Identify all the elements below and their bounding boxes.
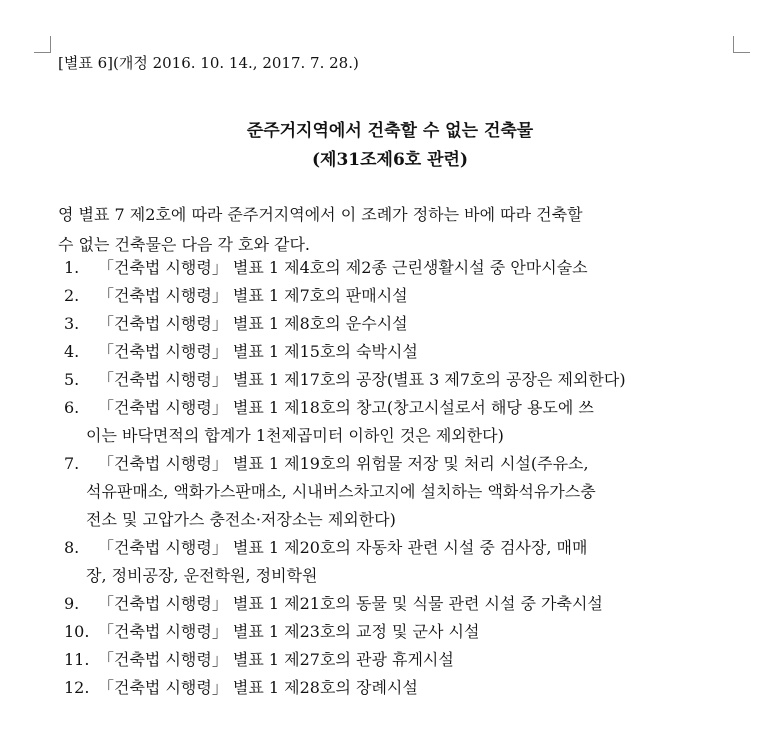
intro-line: 영 별표 7 제2호에 따라 준주거지역에서 이 조례가 정하는 바에 따라 건축할 [58, 205, 583, 224]
list-item [64, 590, 734, 618]
list-item-first-line [64, 450, 734, 478]
list-item-first-line [64, 674, 734, 702]
list-item-number: 3. [64, 314, 80, 333]
list-item [64, 450, 734, 534]
list-item-number: 10. [64, 622, 90, 641]
list-item-first-line [64, 590, 734, 618]
intro-paragraph [58, 200, 730, 260]
list-item-text: 「건축법 시행령」 별표 1 제18호의 창고(창고시설로서 해당 용도에 쓰 [98, 398, 594, 417]
page-corner-mark-right [733, 36, 750, 53]
list-item-first-line [64, 366, 734, 394]
list-item-text: 「건축법 시행령」 별표 1 제27호의 관광 휴게시설 [98, 650, 454, 669]
list-item [64, 618, 734, 646]
list-item-number: 5. [64, 370, 80, 389]
intro-line: 수 없는 건축물은 다음 각 호와 같다. [58, 235, 310, 254]
list-item [64, 646, 734, 674]
list-item [64, 674, 734, 702]
list-item-first-line [64, 618, 734, 646]
list-item [64, 366, 734, 394]
list-item-number: 1. [64, 258, 80, 277]
list-item [64, 310, 734, 338]
list-item-continuation: 장, 정비공장, 운전학원, 정비학원 [86, 566, 318, 585]
page-corner-mark-left [34, 36, 51, 53]
amendment-note: [별표 6](개정 2016. 10. 14., 2017. 7. 28.) [58, 54, 359, 72]
list-item-text: 「건축법 시행령」 별표 1 제23호의 교정 및 군사 시설 [98, 622, 480, 641]
list-item-first-line [64, 282, 734, 310]
list-item-continuation: 이는 바닥면적의 합계가 1천제곱미터 이하인 것은 제외한다) [86, 426, 504, 445]
list-item-text: 「건축법 시행령」 별표 1 제17호의 공장(별표 3 제7호의 공장은 제외한다) [98, 370, 626, 389]
list-item-first-line [64, 646, 734, 674]
list-item-first-line [64, 310, 734, 338]
list-item-first-line [64, 338, 734, 366]
list-item-text: 「건축법 시행령」 별표 1 제8호의 운수시설 [98, 314, 408, 333]
document-subtitle: (제31조제6호 관련) [311, 150, 469, 170]
list-item-first-line [64, 394, 734, 422]
list-item-number: 11. [64, 650, 90, 669]
list-item [64, 394, 734, 450]
list-item-text: 「건축법 시행령」 별표 1 제21호의 동물 및 식물 관련 시설 중 가축시설 [98, 594, 603, 613]
list-item [64, 254, 734, 282]
list-item-text: 「건축법 시행령」 별표 1 제4호의 제2종 근린생활시설 중 안마시술소 [98, 258, 588, 277]
list-item [64, 338, 734, 366]
list-item [64, 534, 734, 590]
list-item-number: 7. [64, 454, 80, 473]
list-item-text: 「건축법 시행령」 별표 1 제7호의 판매시설 [98, 286, 408, 305]
list-item-text: 「건축법 시행령」 별표 1 제19호의 위험물 저장 및 처리 시설(주유소, [98, 454, 589, 473]
list-item [64, 282, 734, 310]
list-item-number: 9. [64, 594, 80, 613]
list-item-number: 12. [64, 678, 90, 697]
list-item-number: 4. [64, 342, 80, 361]
document-title: 준주거지역에서 건축할 수 없는 건축물 [246, 121, 534, 141]
list-item-number: 8. [64, 538, 80, 557]
building-list [64, 254, 734, 702]
list-item-text: 「건축법 시행령」 별표 1 제15호의 숙박시설 [98, 342, 418, 361]
list-item-first-line [64, 254, 734, 282]
list-item-text: 「건축법 시행령」 별표 1 제20호의 자동차 관련 시설 중 검사장, 매매 [98, 538, 588, 557]
list-item-number: 2. [64, 286, 80, 305]
list-item-continuation: 석유판매소, 액화가스판매소, 시내버스차고지에 설치하는 액화석유가스충 [86, 482, 596, 501]
list-item-continuation: 전소 및 고압가스 충전소·저장소는 제외한다) [86, 510, 396, 529]
list-item-text: 「건축법 시행령」 별표 1 제28호의 장례시설 [98, 678, 418, 697]
list-item-first-line [64, 534, 734, 562]
list-item-number: 6. [64, 398, 80, 417]
